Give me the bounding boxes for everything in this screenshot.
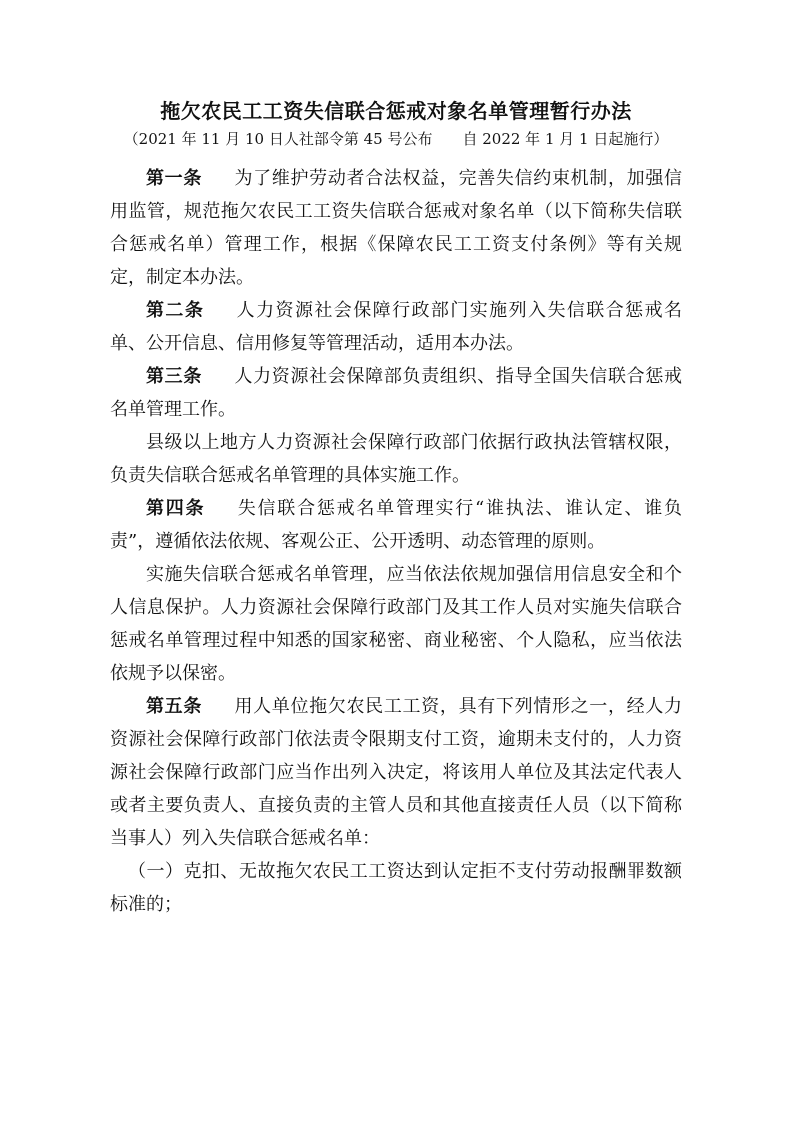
article-paragraph xyxy=(110,360,682,426)
article-3 xyxy=(110,360,682,492)
article-continuation-paragraph: 县级以上地方人力资源社会保障行政部门依据行政执法管辖权限，负责失信联合惩戒名单管理的具体实施工作。 xyxy=(110,432,682,486)
article-text: 失信联合惩戒名单管理实行“谁执法、谁认定、谁负责”，遵循依法依规、客观公正、公开透明、动态管理的原则。 xyxy=(110,498,683,552)
article-text: 人力资源社会保障部负责组织、指导全国失信联合惩戒名单管理工作。 xyxy=(110,366,683,420)
article-text: 用人单位拖欠农民工工资，具有下列情形之一，经人力资源社会保障行政部门依法责令限期支付工资，逾期未支付的，人力资源社会保障行政部门应当作出列入决定，将该用人单位及其法定代表人或者主要负责人、直接负责的主管人员和其他直接责任人员（以下简称当事人）列入失信联合惩戒名单： xyxy=(110,696,683,849)
article-number: 第五条 xyxy=(146,696,203,717)
document-subtitle: （2021 年 11 月 10 日人社部令第 45 号公布 自 2022 年 1 月 1 日起施行） xyxy=(123,130,669,148)
article-number: 第二条 xyxy=(146,300,205,321)
article-2 xyxy=(110,294,682,360)
article-text: 人力资源社会保障行政部门实施列入失信联合惩戒名单、公开信息、信用修复等管理活动，适用本办法。 xyxy=(110,300,683,354)
article-text: 为了维护劳动者合法权益，完善失信约束机制，加强信用监管，规范拖欠农民工工资失信联合惩戒对象名单（以下简称失信联合惩戒名单）管理工作，根据《保障农民工工资支付条例》等有关规定，制定本办法。 xyxy=(110,168,683,288)
article-4 xyxy=(110,492,682,690)
article-1 xyxy=(110,162,682,294)
article-paragraph xyxy=(110,294,682,360)
article-number: 第一条 xyxy=(146,168,203,189)
article-paragraph xyxy=(110,162,682,294)
document-page xyxy=(110,96,682,921)
article-paragraph xyxy=(110,690,682,855)
article-paragraph xyxy=(110,492,682,558)
article-continuation-paragraph: 实施失信联合惩戒名单管理，应当依法依规加强信用信息安全和个人信息保护。人力资源社会保障行政部门及其工作人员对实施失信联合惩戒名单管理过程中知悉的国家秘密、商业秘密、个人隐私，应当依法依规予以保密。 xyxy=(110,564,682,684)
article-number: 第三条 xyxy=(146,366,203,387)
article-number: 第四条 xyxy=(146,498,206,519)
document-title: 拖欠农民工工资失信联合惩戒对象名单管理暂行办法 xyxy=(160,99,632,123)
article-list-item: （一）克扣、无故拖欠农民工工资达到认定拒不支付劳动报酬罪数额标准的； xyxy=(110,861,682,915)
article-5 xyxy=(110,690,682,921)
